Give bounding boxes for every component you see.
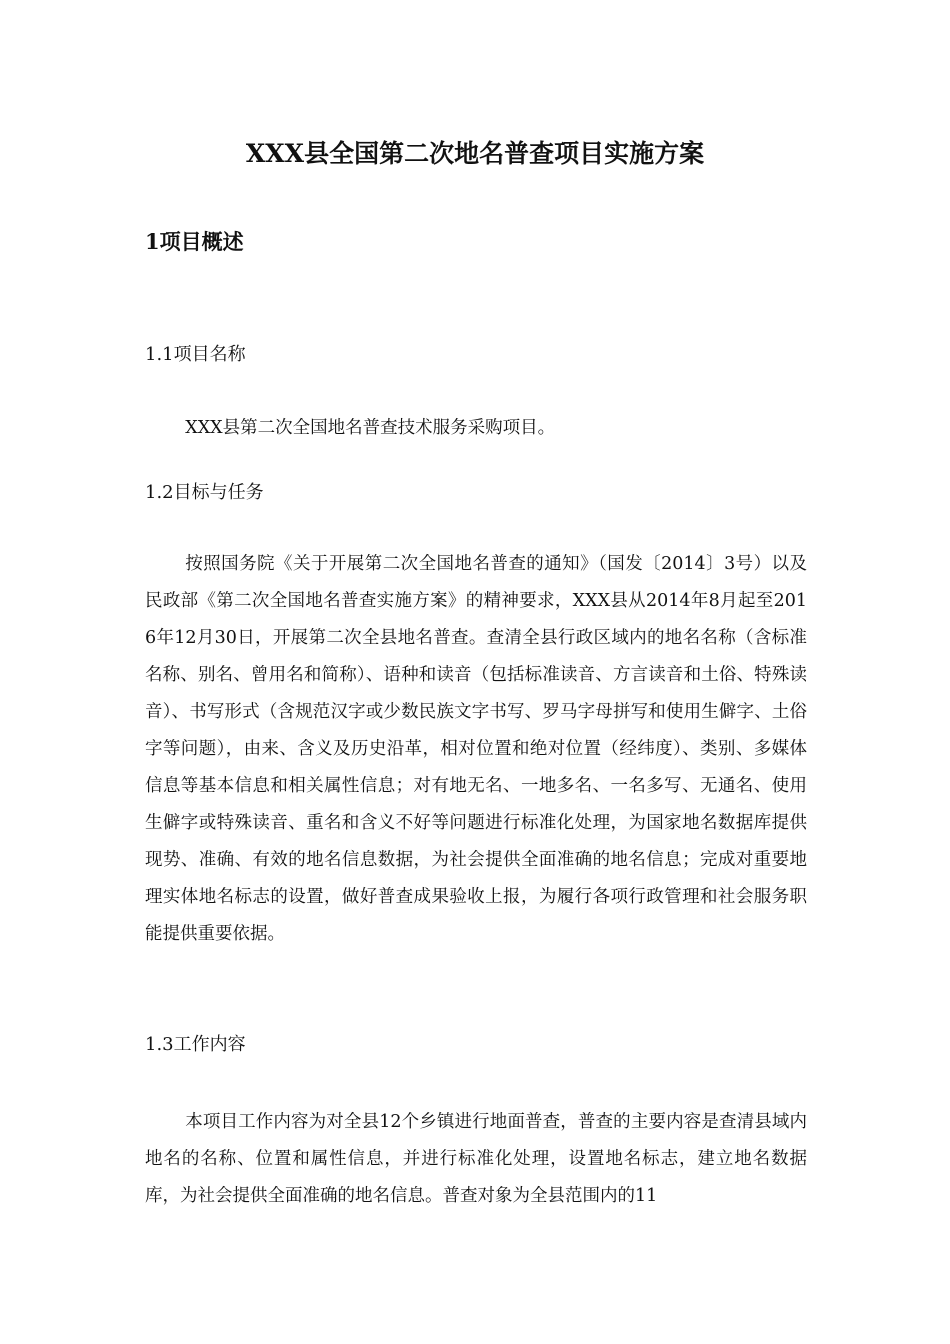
subsection-heading-work-content: 1.3工作内容 xyxy=(145,1034,246,1055)
paragraph-goals-tasks: 按照国务院《关于开展第二次全国地名普查的通知》（国发〔2014〕3号）以及民政部《第二次全国地名普查实施方案》的精神要求，XXX县从2014年8月起至2016年12月30日，开展第二次全县地名普查。查清全县行政区域内的地名名称（含标准名称、别名、曾用名和简称）、语种和读音（包括标准读音、方言读音和土俗、特殊读音）、书写形式（含规范汉字或少数民族文字书写、罗马字母拼写和使用生僻字、土俗字等问题），由来、含义及历史沿革，相对位置和绝对位置（经纬度）、类别、多媒体信息等基本信息和相关属性信息；对有地无名、一地多名、一名多写、无通名、使用生僻字或特殊读音、重名和含义不好等问题进行标准化处理，为国家地名数据库提供现势、准确、有效的地名信息数据，为社会提供全面准确的地名信息；完成对重要地理实体地名标志的设置，做好普查成果验收上报，为履行各项行政管理和社会服务职能提供重要依据。 xyxy=(145,554,807,944)
subsection-heading-project-name: 1.1项目名称 xyxy=(145,344,246,365)
paragraph-project-name: XXX县第二次全国地名普查技术服务采购项目。 xyxy=(185,418,556,438)
section-heading-project-overview: 1项目概述 xyxy=(145,229,244,254)
document-title: XXX县全国第二次地名普查项目实施方案 xyxy=(245,139,705,168)
paragraph-work-content: 本项目工作内容为对全县12个乡镇进行地面普查，普查的主要内容是查清县域内地名的名称、位置和属性信息，并进行标准化处理，设置地名标志，建立地名数据库，为社会提供全面准确的地名信息。普查对象为全县范围内的11 xyxy=(145,1112,807,1206)
subsection-heading-goals-tasks: 1.2目标与任务 xyxy=(145,482,264,503)
